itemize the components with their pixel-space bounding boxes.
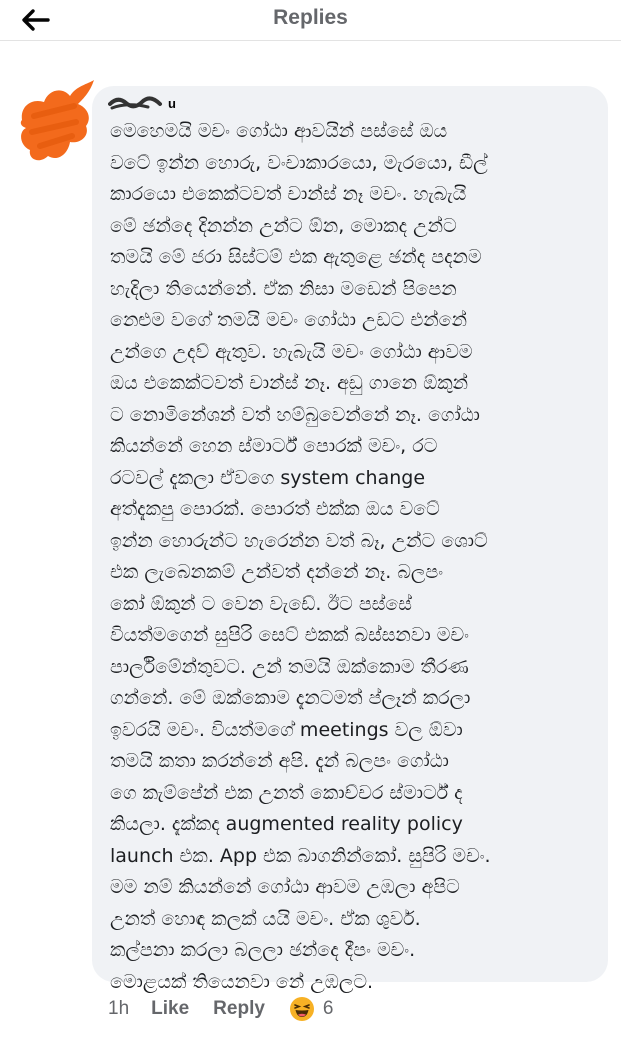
comment-line: තමයි මේ ජරා සිස්ටම් එක ඇතුළෙ ඡන්ද පදනම (110, 246, 482, 268)
top-bar (0, 0, 621, 41)
comment-line: උන්ගෙ උදව් ඇතුව. හැබැයි මචං ගෝඨා ආවම (110, 340, 473, 363)
comment-line: හැදිලා තියෙන්නේ. ඒක නිසා මඩෙන් පිපෙන (110, 277, 457, 300)
avatar[interactable] (14, 76, 104, 176)
page-title: Replies (273, 6, 348, 29)
comment-line: මොළයක් තියෙනවා නේ උඹලට. (110, 970, 374, 993)
reaction-count[interactable]: 6 (322, 998, 334, 1019)
comment-line: පාර්ලිමේන්තුවට. උන් තමයි ඔක්කොම තීරණ (110, 655, 469, 678)
comment-line: කියන්නේ හෙන ස්මාර්ට් පොරක් මචං, රට (110, 435, 438, 457)
comment-line: මෙහෙමයි මචං ගෝඨා ආවයින් පස්සේ ඔය (110, 120, 448, 142)
comment-actions (108, 994, 334, 1024)
comment-line: මේ ඡන්දෙ දිනන්න උන්ට ඕන, මොකද උන්ට (110, 214, 457, 237)
comment-timestamp[interactable]: 1h (108, 998, 130, 1019)
like-button[interactable]: Like (151, 998, 190, 1019)
comment-line: මම නම් කියන්නේ ගෝඨා ආවම උඹලා අපිට (110, 876, 460, 898)
comment-line: නෙළුම වගේ තමයි මචං ගෝඨා උඩට එන්නේ (110, 309, 467, 331)
comment-line: ඔය එකෙක්ටවත් චාන්ස් නෑ. අඩු ගානෙ ඕකුන් (110, 372, 469, 394)
comment-line: කල්පනා කරලා බලලා ඡන්දෙ දීපං මචං. (110, 939, 416, 961)
comment-line: තමයි කතා කරන්නේ අපි. දැන් බලපං ගෝඨා (110, 750, 449, 772)
comment-line: අත්දැකපු පොරක්. පොරත් එක්ක ඔය වටේ (110, 498, 440, 520)
comment-line: කාරයො එකෙක්ටවත් චාන්ස් නෑ මචං. හැබැයි (110, 183, 467, 205)
comment-line: උනත් හොඳ කලක් යයි මචං. ඒක ශුවර්. (110, 907, 421, 930)
comment-author[interactable]: u (168, 96, 176, 111)
comment-line: එක ලැබෙනකම් උන්වත් දන්නේ නෑ. බලපං (110, 561, 444, 583)
comment-line: ගෙ කැම්පේන් එක උනත් කොච්චර ස්මාර්ට් ද (110, 781, 463, 804)
comment-line: ඉවරයි මචං. වියත්මගේ meetings වල ඕවා (110, 718, 463, 741)
comment-line: ගන්නේ. මේ ඔක්කොම දැනටමත් ප්ලෑන් කරලා (110, 687, 471, 709)
comment-line: කියලා. දැක්කද augmented reality policy (110, 813, 463, 835)
comment-line: ඉන්න හොරුන්ට හැරෙන්න වත් බෑ, උන්ට ශොට් (110, 529, 488, 552)
comment-line: වියත්මගෙන් සුපිරි සෙට් එකක් බස්සනවා මචං (110, 624, 469, 646)
reply-button[interactable]: Reply (213, 998, 265, 1019)
comment-text (110, 116, 606, 998)
comment-line: කෝ ඕකුන් ට වෙන වැඩේ. ඊට පස්සේ (110, 592, 412, 615)
haha-emoji-icon[interactable] (289, 996, 315, 1022)
comment-line: launch එක. App එක බාගනින්කෝ. සුපිරි මචං. (110, 844, 491, 867)
comment-line: වටේ ඉන්න හොරු, වංචාකාරයො, මැරයො, ඩීල් (110, 151, 488, 174)
comment-line: රටවල් දැකලා ඒවගෙ system change (110, 466, 426, 489)
comment-line: ට නොමිනේශන් වත් හම්බුවෙන්නේ නෑ. ගෝඨා (110, 403, 480, 426)
